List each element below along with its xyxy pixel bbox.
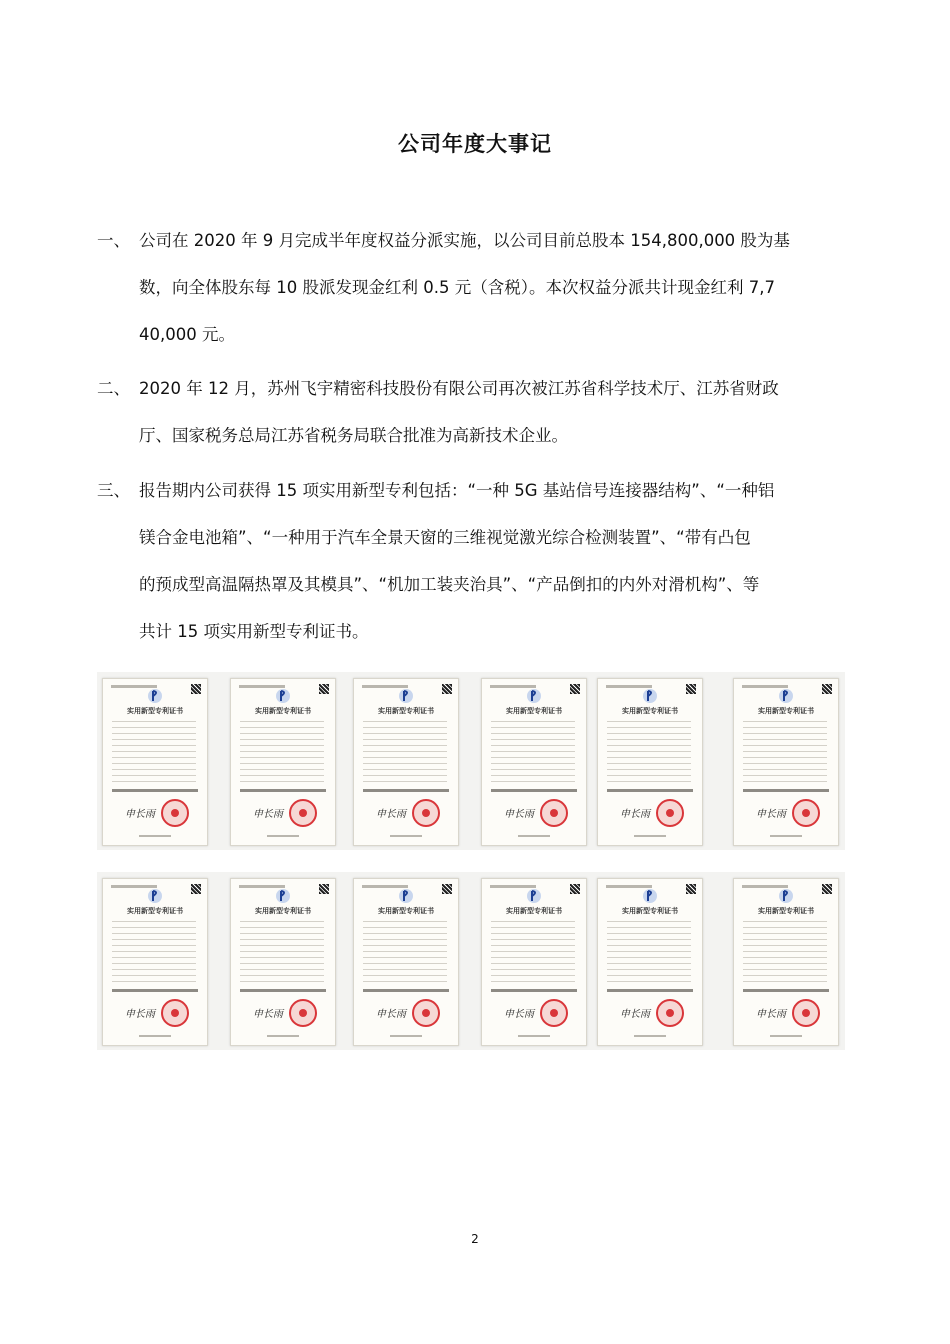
qr-code-icon [191,884,201,894]
cert-title: 实用新型专利证书 [127,707,183,715]
cert-footer [139,1035,171,1037]
cert-title: 实用新型专利证书 [378,707,434,715]
cert-divider [743,789,829,792]
national-seal-icon [792,799,820,827]
item-line: 40,000 元。 [139,325,235,344]
cert-divider [112,789,198,792]
cert-signature: 申长雨 [504,809,534,820]
cert-signature: 申长雨 [620,809,650,820]
page-number: 2 [471,1232,479,1246]
cert-text-block [363,721,447,785]
cert-signature: 申长雨 [253,809,283,820]
item-text [139,365,857,459]
qr-code-icon [319,684,329,694]
cert-signature: 申长雨 [376,809,406,820]
item-line: 2020 年 12 月，苏州飞宇精密科技股份有限公司再次被江苏省科学技术厅、江苏省财政 [139,379,779,398]
cert-signature: 申长雨 [125,809,155,820]
item-number: 二、 [97,379,130,398]
national-seal-icon [540,999,568,1027]
cert-text-block [112,921,196,985]
qr-code-icon [191,684,201,694]
qr-code-icon [822,884,832,894]
patent-office-logo-icon [147,888,163,904]
qr-code-icon [442,884,452,894]
cert-signature: 申长雨 [376,1009,406,1020]
qr-code-icon [442,684,452,694]
national-seal-icon [289,999,317,1027]
cert-divider [112,989,198,992]
patent-office-logo-icon [275,888,291,904]
national-seal-icon [412,799,440,827]
qr-code-icon [686,684,696,694]
cert-footer [267,1035,299,1037]
patent-certificate-image [597,878,703,1046]
cert-signature: 申长雨 [756,809,786,820]
patent-certificate-image [597,678,703,846]
item-line: 共计 15 项实用新型专利证书。 [139,622,369,641]
cert-divider [607,989,693,992]
cert-title: 实用新型专利证书 [506,707,562,715]
cert-footer [267,835,299,837]
national-seal-icon [792,999,820,1027]
cert-text-block [607,721,691,785]
cert-footer [518,1035,550,1037]
cert-title: 实用新型专利证书 [127,907,183,915]
patent-certificate-image [353,678,459,846]
item-number: 一、 [97,231,130,250]
national-seal-icon [161,999,189,1027]
cert-divider [363,989,449,992]
cert-footer [634,835,666,837]
cert-text-block [240,721,324,785]
item-line: 的预成型高温隔热罩及其模具”、“机加工装夹治具”、“产品倒扣的内外对滑机构”、等 [139,575,760,594]
qr-code-icon [319,884,329,894]
cert-text-block [112,721,196,785]
item-line: 报告期内公司获得 15 项实用新型专利包括：“一种 5G 基站信号连接器结构”、“一种铝 [139,481,775,500]
cert-signature: 申长雨 [756,1009,786,1020]
cert-signature: 申长雨 [504,1009,534,1020]
event-item-3 [97,467,857,655]
patent-office-logo-icon [398,688,414,704]
patent-office-logo-icon [642,688,658,704]
patent-office-logo-icon [526,688,542,704]
national-seal-icon [289,799,317,827]
cert-text-block [491,921,575,985]
qr-code-icon [570,884,580,894]
cert-title: 实用新型专利证书 [758,707,814,715]
item-line: 公司在 2020 年 9 月完成半年度权益分派实施，以公司目前总股本 154,800,000 股为基 [139,231,790,250]
cert-footer [770,835,802,837]
cert-title: 实用新型专利证书 [506,907,562,915]
cert-signature: 申长雨 [620,1009,650,1020]
patent-certificate-image [481,678,587,846]
patent-office-logo-icon [398,888,414,904]
cert-text-block [363,921,447,985]
cert-footer [390,835,422,837]
cert-footer [139,835,171,837]
cert-text-block [743,921,827,985]
cert-divider [363,789,449,792]
item-text [139,467,857,655]
national-seal-icon [540,799,568,827]
cert-text-block [491,721,575,785]
patent-certificate-image [230,678,336,846]
cert-title: 实用新型专利证书 [622,707,678,715]
cert-divider [743,989,829,992]
patent-certificate-image [481,878,587,1046]
cert-signature: 申长雨 [125,1009,155,1020]
national-seal-icon [412,999,440,1027]
patent-office-logo-icon [147,688,163,704]
patent-certificate-image [733,678,839,846]
cert-text-block [607,921,691,985]
national-seal-icon [656,799,684,827]
item-line: 镁合金电池箱”、“一种用于汽车全景天窗的三维视觉激光综合检测装置”、“带有凸包 [139,528,751,547]
patent-office-logo-icon [778,888,794,904]
cert-footer [634,1035,666,1037]
cert-text-block [743,721,827,785]
patent-certificate-image [733,878,839,1046]
event-item-2 [97,365,857,459]
page-title: 公司年度大事记 [398,132,552,156]
patent-certificate-image [353,878,459,1046]
cert-divider [240,989,326,992]
qr-code-icon [570,684,580,694]
item-number: 三、 [97,481,130,500]
cert-footer [390,1035,422,1037]
cert-divider [491,789,577,792]
national-seal-icon [656,999,684,1027]
patent-certificate-image [102,878,208,1046]
certificate-row-2 [97,872,845,1050]
patent-office-logo-icon [275,688,291,704]
patent-certificate-image [230,878,336,1046]
item-line: 数，向全体股东每 10 股派发现金红利 0.5 元（含税）。本次权益分派共计现金红利 7,7 [139,278,775,297]
patent-office-logo-icon [778,688,794,704]
event-item-1 [97,217,857,358]
cert-footer [770,1035,802,1037]
patent-certificate-image [102,678,208,846]
certificate-row-1 [97,672,845,850]
patent-office-logo-icon [642,888,658,904]
cert-text-block [240,921,324,985]
cert-title: 实用新型专利证书 [255,907,311,915]
item-text [139,217,857,358]
national-seal-icon [161,799,189,827]
cert-signature: 申长雨 [253,1009,283,1020]
item-line: 厅、国家税务总局江苏省税务局联合批准为高新技术企业。 [139,426,568,445]
cert-title: 实用新型专利证书 [622,907,678,915]
cert-divider [607,789,693,792]
qr-code-icon [822,684,832,694]
cert-footer [518,835,550,837]
cert-divider [491,989,577,992]
patent-office-logo-icon [526,888,542,904]
cert-title: 实用新型专利证书 [758,907,814,915]
qr-code-icon [686,884,696,894]
cert-title: 实用新型专利证书 [378,907,434,915]
cert-title: 实用新型专利证书 [255,707,311,715]
cert-divider [240,789,326,792]
